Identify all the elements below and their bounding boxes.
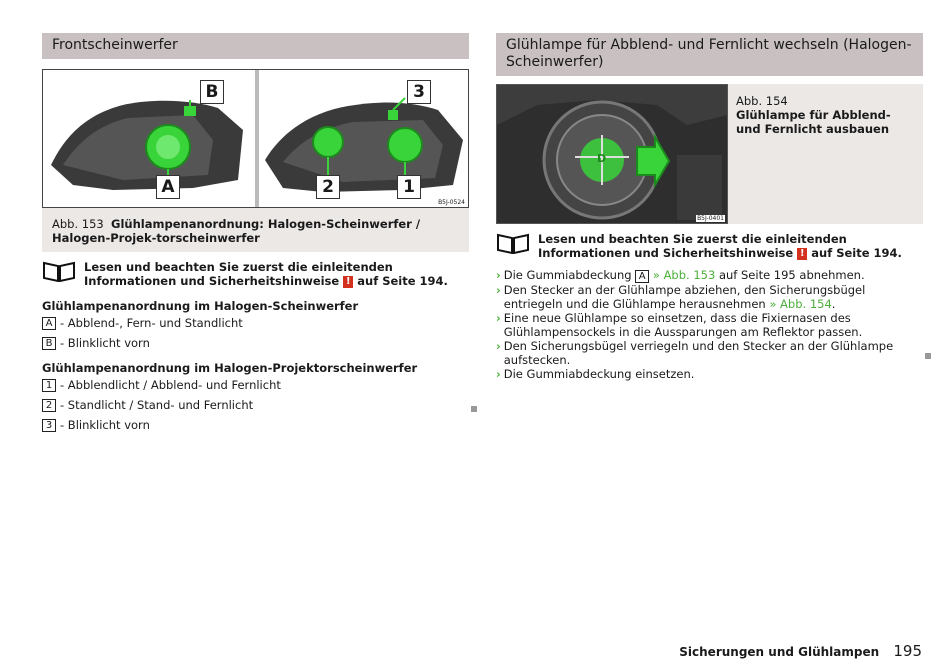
chevron-right-icon: › bbox=[496, 268, 501, 282]
note-page-ref: auf Seite 194. bbox=[811, 246, 902, 260]
step-item bbox=[496, 283, 923, 311]
step-text-end: auf Seite 195 abnehmen. bbox=[718, 268, 865, 282]
figure-153 bbox=[42, 69, 469, 208]
step-item bbox=[496, 339, 923, 367]
key-label: 1 bbox=[42, 379, 56, 392]
figure-label-2: 2 bbox=[316, 175, 340, 199]
chevron-right-icon: › bbox=[496, 367, 501, 381]
section-header: Glühlampe für Abblend- und Fernlicht wechseln (Halogen-Scheinwerfer) bbox=[496, 33, 923, 76]
item-text: - Abblend-, Fern- und Standlicht bbox=[60, 316, 243, 330]
note-text: Lesen und beachten Sie zuerst die einleitenden Informationen und Sicherheitshinweise bbox=[538, 232, 847, 260]
list-item bbox=[42, 378, 469, 392]
figure-label-a: A bbox=[156, 175, 180, 199]
end-marker bbox=[925, 353, 931, 359]
book-icon bbox=[496, 232, 530, 254]
figure-code: B5J-0401 bbox=[697, 215, 724, 222]
figure-154-row bbox=[496, 84, 923, 224]
figure-154 bbox=[496, 84, 728, 224]
step-text: Die Gummiabdeckung bbox=[503, 268, 632, 282]
steps-list bbox=[496, 268, 923, 381]
list-item bbox=[42, 336, 469, 350]
book-icon bbox=[42, 260, 76, 282]
page-number: 195 bbox=[893, 642, 922, 660]
warning-icon: ! bbox=[797, 248, 807, 260]
figure-label-3: 3 bbox=[407, 80, 431, 104]
figure-caption bbox=[42, 208, 469, 252]
figure-code: B5J-0524 bbox=[438, 199, 465, 206]
left-column bbox=[42, 33, 469, 438]
chevron-right-icon: › bbox=[496, 311, 501, 325]
item-text: - Blinklicht vorn bbox=[60, 336, 150, 350]
item-text: - Standlicht / Stand- und Fernlicht bbox=[60, 398, 254, 412]
list-item bbox=[42, 316, 469, 330]
list-item bbox=[42, 398, 469, 412]
step-text: Eine neue Glühlampe so einsetzen, dass die Fixiernasen des Glühlampensockels in die Aussparungen am Reflektor passen. bbox=[503, 311, 863, 339]
figure-link[interactable]: » Abb. 153 bbox=[652, 268, 716, 282]
right-column bbox=[496, 33, 923, 381]
chevron-right-icon: › bbox=[496, 283, 501, 297]
section-header: Frontscheinwerfer bbox=[42, 33, 469, 59]
step-text: Den Stecker an der Glühlampe abziehen, den Sicherungsbügel entriegeln und die Glühlampe herausnehmen bbox=[503, 283, 866, 311]
figure-title: Glühlampenanordnung: Halogen-Scheinwerfer / Halogen-Projek-torscheinwerfer bbox=[52, 217, 421, 245]
section1-title: Glühlampenanordnung im Halogen-Scheinwerfer bbox=[42, 299, 359, 313]
item-text: - Abblendlicht / Abblend- und Fernlicht bbox=[60, 378, 281, 392]
figure-number: Abb. 153 bbox=[52, 217, 104, 231]
key-label: 2 bbox=[42, 399, 56, 412]
figure-link[interactable]: » Abb. 154 bbox=[769, 297, 832, 311]
step-item bbox=[496, 367, 923, 381]
key-label: 3 bbox=[42, 419, 56, 432]
list-item bbox=[42, 418, 469, 432]
key-label: A bbox=[635, 270, 649, 283]
info-note bbox=[496, 232, 923, 260]
figure-title: Glühlampe für Abblend- und Fernlicht ausbauen bbox=[736, 108, 891, 136]
step-text: Den Sicherungsbügel verriegeln und den Stecker an der Glühlampe aufstecken. bbox=[503, 339, 894, 367]
key-label: B bbox=[42, 337, 56, 350]
key-label: A bbox=[42, 317, 56, 330]
footer-section: Sicherungen und Glühlampen bbox=[679, 645, 880, 659]
figure-label-d: D bbox=[597, 152, 607, 165]
figure-label-b: B bbox=[200, 80, 224, 104]
note-page-ref: auf Seite 194. bbox=[357, 274, 448, 288]
chevron-right-icon: › bbox=[496, 339, 501, 353]
bulb-illustration bbox=[497, 85, 727, 223]
item-text: - Blinklicht vorn bbox=[60, 418, 150, 432]
step-text-end: . bbox=[831, 297, 836, 311]
page-footer bbox=[679, 642, 922, 660]
info-note bbox=[42, 260, 469, 288]
end-marker bbox=[471, 406, 477, 412]
figure-number: Abb. 154 bbox=[736, 94, 788, 108]
step-item bbox=[496, 268, 923, 283]
figure-label-1: 1 bbox=[397, 175, 421, 199]
note-text: Lesen und beachten Sie zuerst die einleitenden Informationen und Sicherheitshinweise bbox=[84, 260, 393, 288]
figure-caption bbox=[728, 84, 923, 224]
warning-icon: ! bbox=[343, 276, 353, 288]
step-text: Die Gummiabdeckung einsetzen. bbox=[503, 367, 695, 381]
step-item bbox=[496, 311, 923, 339]
section2-title: Glühlampenanordnung im Halogen-Projektorscheinwerfer bbox=[42, 361, 418, 375]
